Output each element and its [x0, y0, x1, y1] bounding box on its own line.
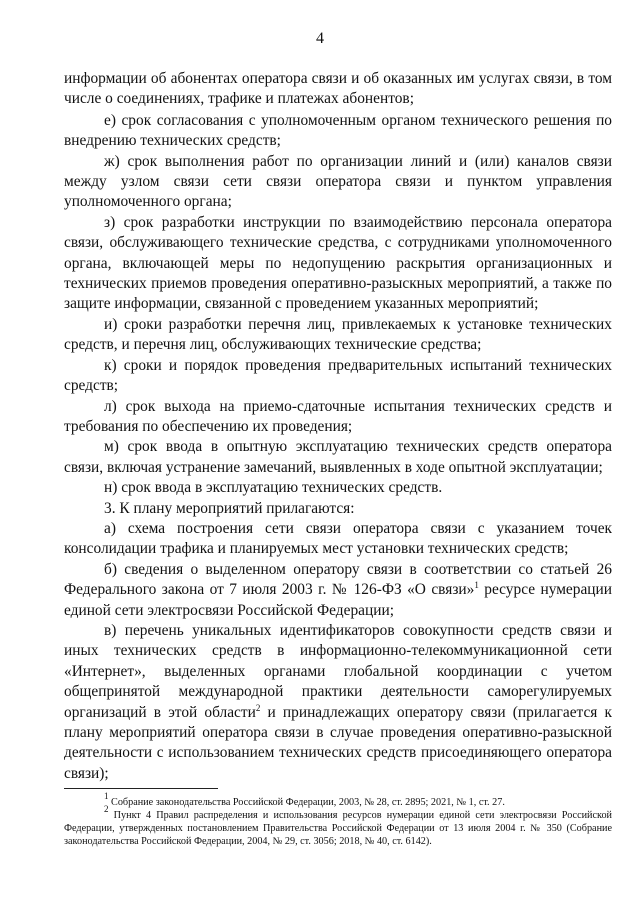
footnote-text: Пункт 4 Правил распределения и использования ресурсов нумерации единой сети электросвязи Российской Федерации, утвержденных постановлением Правительства Российской Федерации от 13 июля 2004 г. № 350 (Собрание законодательства Российской Федерации, 2004, № 29, ст. 3056; 2018, № 40, ст. 6142).: [64, 810, 612, 847]
document-body: [64, 69, 612, 784]
paragraph: н) срок ввода в эксплуатацию технических средств.: [104, 479, 443, 497]
footnote-separator: [64, 788, 218, 789]
paragraph-text: б) сведения о выделенном оператору связи в соответствии со статьей 26 Федерального закона от 7 июля 2003 г. № 126-ФЗ «О связи»: [64, 560, 612, 599]
paragraph: [64, 560, 612, 621]
paragraph-text: ресурсе нумерации единой сети электросвязи Российской Федерации;: [64, 581, 613, 619]
paragraph: а) схема построения сети связи оператора связи с указанием точек консолидации трафика и планируемых мест установки технических средств;: [64, 519, 612, 558]
paragraph: м) срок ввода в опытную эксплуатацию технических средств оператора связи, включая устранение замечаний, выявленных в ходе опытной эксплуатации;: [64, 438, 612, 476]
footnote-text: Собрание законодательства Российской Федерации, 2003, № 28, ст. 2895; 2021, № 1, ст. 27.: [108, 797, 505, 808]
paragraph-text: и принадлежащих оператору связи (прилагается к плану мероприятий оператора связи в случае проведения оперативно-разыскной деятельности с использованием технических средств присоединяющего оператора связи);: [64, 703, 612, 782]
paragraph: информации об абонентах оператора связи и об оказанных им услугах связи, в том числе о соединениях, трафике и платежах абонентов;: [64, 70, 612, 108]
paragraph: 3. К плану мероприятий прилагаются:: [104, 499, 355, 517]
footnote-mark: 1: [104, 791, 109, 801]
footnote: [64, 791, 612, 809]
paragraph: з) срок разработки инструкции по взаимодействию персонала оператора связи, обслуживающего технические средства, с сотрудниками уполномоченного органа, включающей меры по недопущению раскрытия организационных и технических приемов проведения оперативно-разыскных мероприятий, а также по защите информации, связанной с проведением указанных мероприятий;: [64, 213, 612, 313]
footnotes: [64, 791, 612, 848]
paragraph: и) сроки разработки перечня лиц, привлекаемых к установке технических средств, и перечня лиц, обслуживающих технические средства;: [64, 315, 612, 354]
footnote: [64, 804, 612, 848]
page-number: 4: [316, 30, 324, 47]
footnote-mark: 2: [104, 804, 109, 814]
paragraph: ж) срок выполнения работ по организации линий и (или) каналов связи между узлом связи сети связи оператора связи и пунктом управления уполномоченного органа;: [64, 152, 612, 211]
footnote-ref[interactable]: 1: [474, 580, 479, 591]
paragraph: л) срок выхода на приемо-сдаточные испытания технических средств и требования по обеспечению их проведения;: [64, 397, 612, 435]
paragraph: е) срок согласования с уполномоченным органом технического решения по внедрению технических средств;: [64, 111, 612, 150]
paragraph: к) сроки и порядок проведения предварительных испытаний технических средств;: [64, 356, 612, 395]
footnote-ref[interactable]: 2: [255, 702, 261, 713]
paragraph-text: в) перечень уникальных идентификаторов совокупности средств связи и иных технических средств в информационно-телекоммуникационной сети «Интернет», выделенных органами глобальной координации с учетом общепринятой международной практики деятельности саморегулируемых организаций в этой области: [64, 621, 612, 721]
paragraph: [64, 621, 612, 784]
